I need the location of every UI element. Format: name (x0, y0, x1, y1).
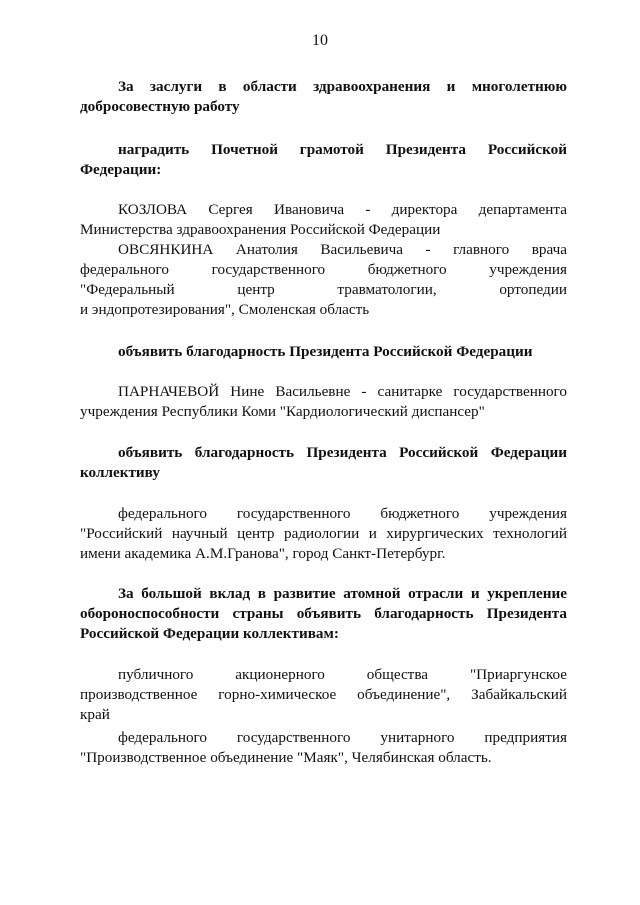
text-line: "Российский научный центр радиологии и хирургических технологий (80, 525, 567, 542)
text-line: добросовестную работу (80, 98, 240, 115)
text-line: федерального государственного бюджетного учреждения (80, 261, 567, 278)
collective-granov-center (80, 504, 567, 564)
awardee-kozlov (80, 200, 567, 240)
text-line: объявить благодарность Президента Российской Федерации (118, 343, 533, 360)
text-line: За заслуги в области здравоохранения и многолетнюю (118, 78, 567, 95)
text-line: коллективу (80, 464, 160, 481)
gratitude-heading (80, 342, 567, 362)
text-line: производственное горно-химическое объединение", Забайкальский (80, 686, 567, 703)
text-line: ОВСЯНКИНА Анатолия Васильевича - главного врача (118, 241, 567, 258)
awardee-ovsyankin (80, 240, 567, 320)
text-line: край (80, 706, 110, 723)
text-line: объявить благодарность Президента Российской Федерации (118, 444, 567, 461)
text-line: публичного акционерного общества "Приаргунское (118, 666, 567, 683)
text-line: Российской Федерации коллективам: (80, 625, 339, 642)
award-reason-heading (80, 77, 567, 117)
text-line: За большой вклад в развитие атомной отрасли и укрепление (118, 585, 567, 602)
text-line: Федерации: (80, 161, 162, 178)
collective-mayak (80, 728, 567, 768)
text-line: учреждения Республики Коми "Кардиологический диспансер" (80, 403, 485, 420)
text-line: КОЗЛОВА Сергея Ивановича - директора департамента (118, 201, 567, 218)
text-line: Министерства здравоохранения Российской Федерации (80, 221, 441, 238)
text-line: ПАРНАЧЕВОЙ Нине Васильевне - санитарке государственного (118, 383, 567, 400)
text-line: "Производственное объединение "Маяк", Челябинская область. (80, 749, 492, 766)
collective-gratitude-heading (80, 443, 567, 483)
award-heading-certificate (80, 140, 567, 180)
text-line: обороноспособности страны объявить благодарность Президента (80, 605, 567, 622)
nuclear-industry-heading (80, 584, 567, 644)
text-line: федерального государственного бюджетного учреждения (118, 505, 567, 522)
awardee-parnacheva (80, 382, 567, 422)
text-line: и эндопротезирования", Смоленская область (80, 301, 370, 318)
text-line: имени академика А.М.Гранова", город Санкт-Петербург. (80, 545, 446, 562)
text-line: наградить Почетной грамотой Президента Российской (118, 141, 567, 158)
text-line: "Федеральный центр травматологии, ортопедии (80, 281, 567, 298)
page-number: 10 (312, 32, 328, 49)
text-line: федерального государственного унитарного предприятия (118, 729, 567, 746)
collective-priargunskoe (80, 665, 567, 725)
